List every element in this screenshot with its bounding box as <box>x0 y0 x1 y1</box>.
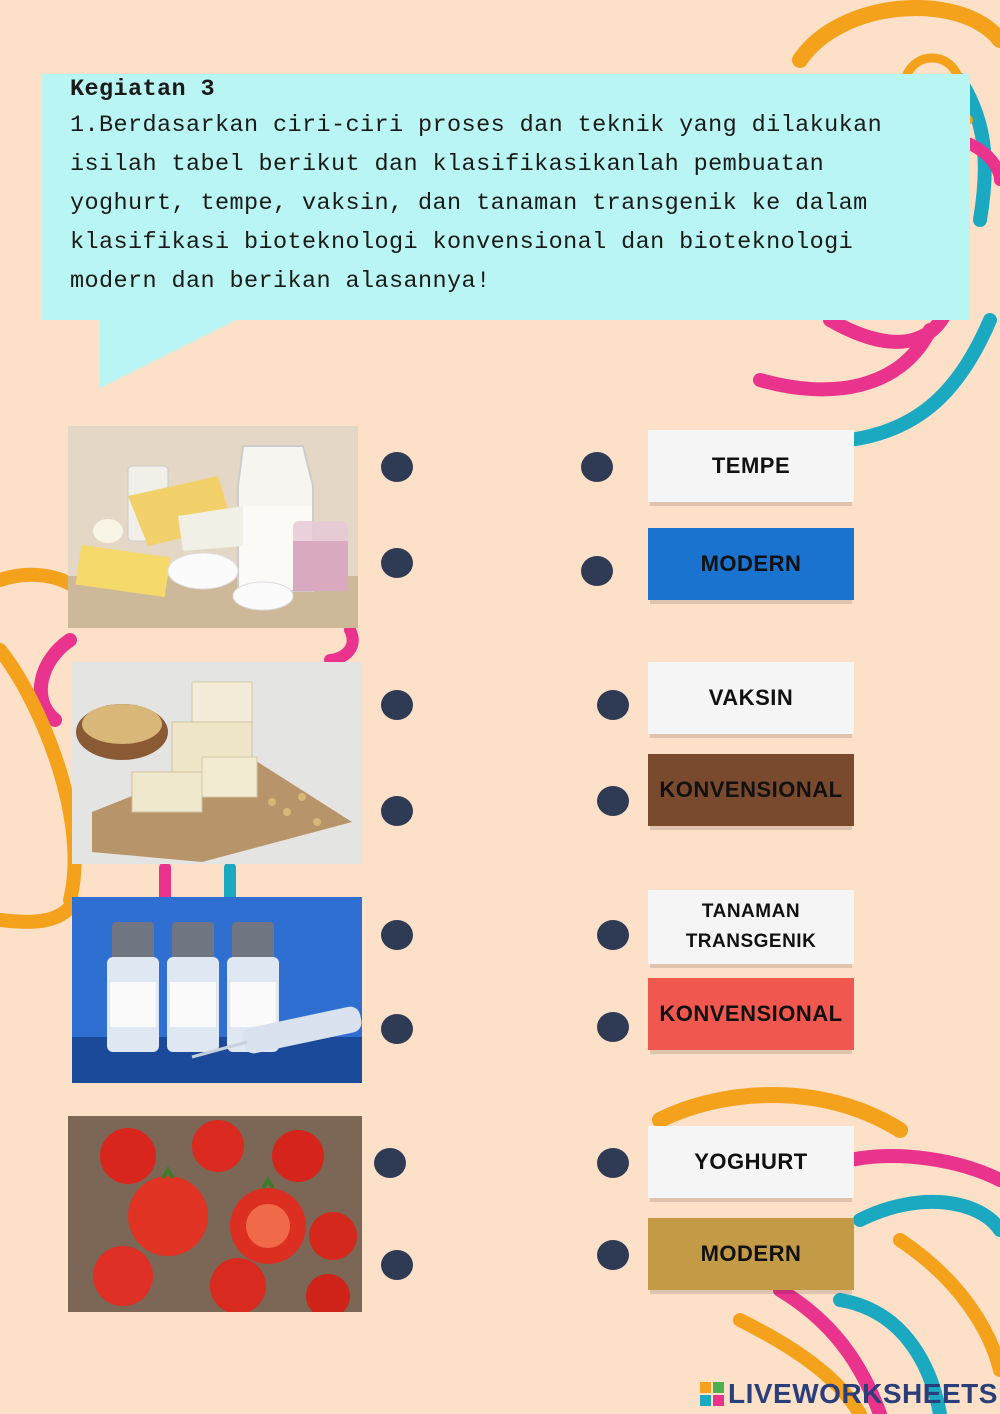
match-dot[interactable] <box>597 786 629 816</box>
instruction-line: yoghurt, tempe, vaksin, dan tanaman transgenik ke dalam <box>70 190 868 217</box>
liveworksheets-logo-icon <box>700 1382 724 1406</box>
activity-title: Kegiatan 3 <box>70 76 216 103</box>
dairy-products-image <box>68 426 358 628</box>
match-dot[interactable] <box>374 1148 406 1178</box>
tag-vaksin[interactable]: VAKSIN <box>648 662 854 734</box>
brand-name: LIVEWORKSHEETS <box>728 1378 998 1409</box>
match-dot[interactable] <box>381 920 413 950</box>
tag-tempe[interactable]: TEMPE <box>648 430 854 502</box>
match-dot[interactable] <box>597 1240 629 1270</box>
instruction-text <box>70 74 960 301</box>
tomato-icon <box>68 1116 362 1312</box>
liveworksheets-logo <box>700 1378 998 1410</box>
tomato-image <box>68 1116 362 1312</box>
match-dot[interactable] <box>381 796 413 826</box>
match-dot[interactable] <box>597 690 629 720</box>
match-dot[interactable] <box>381 452 413 482</box>
instruction-line: modern dan berikan alasannya! <box>70 268 491 295</box>
tag-tanaman-transgenik[interactable]: TANAMAN TRANSGENIK <box>648 890 854 964</box>
match-dot[interactable] <box>597 920 629 950</box>
tag-yoghurt[interactable]: YOGHURT <box>648 1126 854 1198</box>
match-dot[interactable] <box>581 452 613 482</box>
match-dot[interactable] <box>597 1148 629 1178</box>
tag-konvensional[interactable]: KONVENSIONAL <box>648 978 854 1050</box>
match-dot[interactable] <box>381 548 413 578</box>
tempe-image <box>72 662 362 864</box>
instruction-line: isilah tabel berikut dan klasifikasikanlah pembuatan <box>70 151 825 178</box>
tag-modern[interactable]: MODERN <box>648 1218 854 1290</box>
instruction-line: klasifikasi bioteknologi konvensional dan bioteknologi <box>70 229 854 256</box>
vaccine-image <box>72 897 362 1083</box>
match-dot[interactable] <box>381 1250 413 1280</box>
match-dot[interactable] <box>381 690 413 720</box>
match-dot[interactable] <box>597 1012 629 1042</box>
instruction-line: 1.Berdasarkan ciri-ciri proses dan teknik yang dilakukan <box>70 112 883 139</box>
tag-modern[interactable]: MODERN <box>648 528 854 600</box>
tempe-icon <box>72 662 362 864</box>
match-dot[interactable] <box>381 1014 413 1044</box>
vaccine-icon <box>72 897 362 1083</box>
match-dot[interactable] <box>581 556 613 586</box>
tag-konvensional[interactable]: KONVENSIONAL <box>648 754 854 826</box>
dairy-icon <box>68 426 358 628</box>
